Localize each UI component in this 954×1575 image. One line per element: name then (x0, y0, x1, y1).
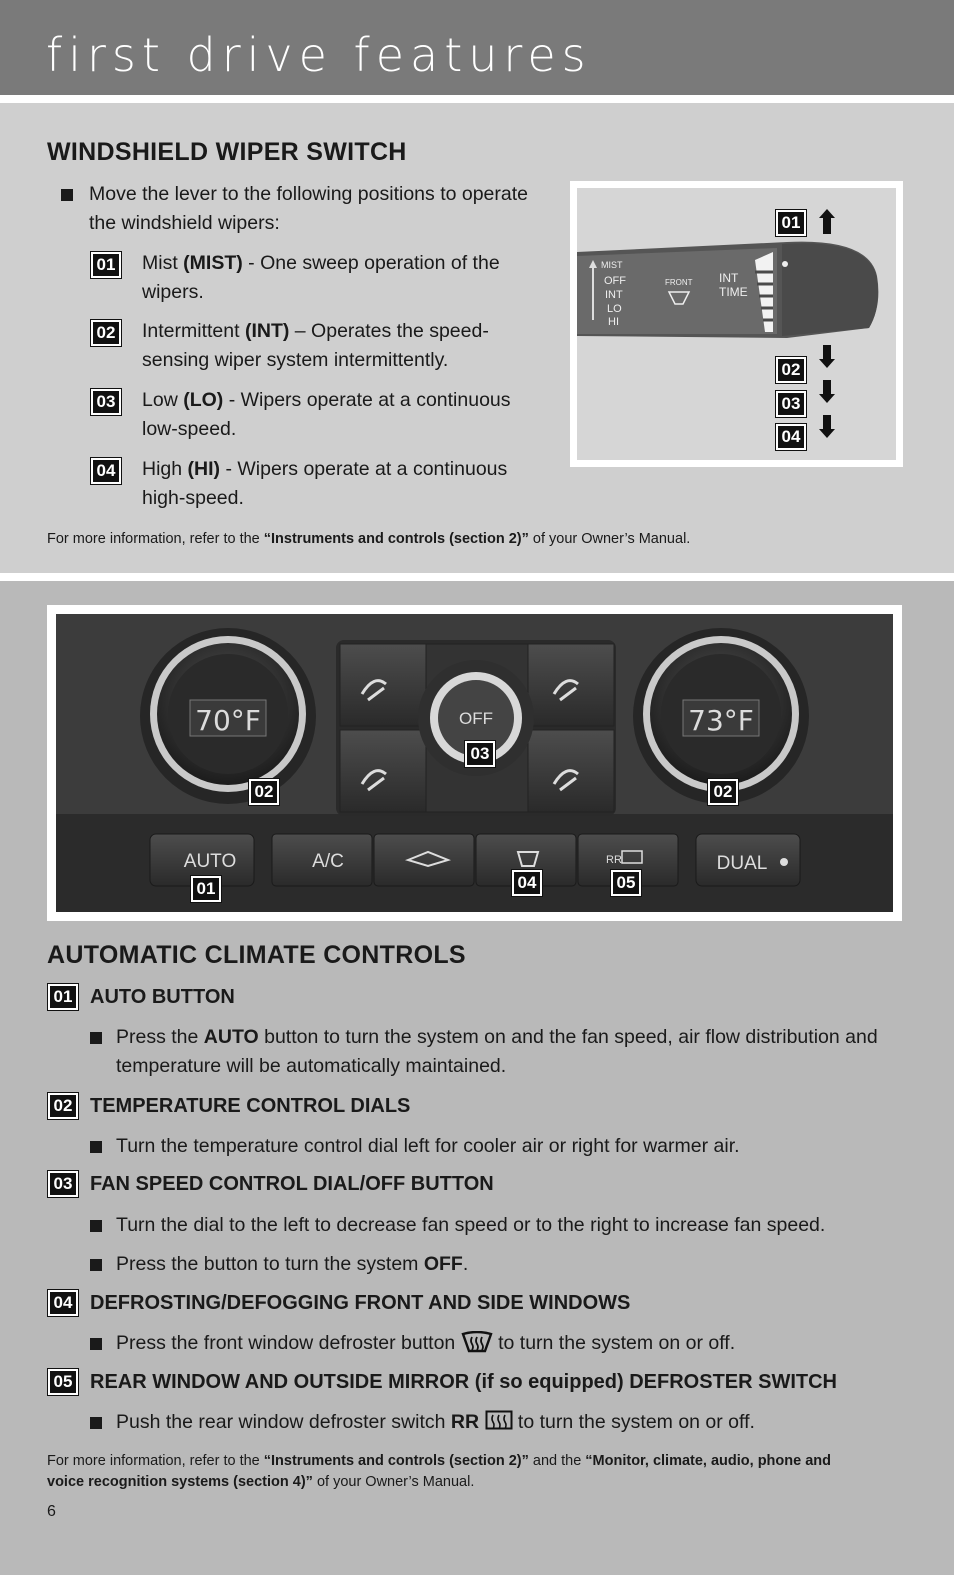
auto-button-text: Press the AUTO button to turn the system on and the fan speed, air flow distribution and (116, 1026, 878, 1048)
bullet-icon (90, 1417, 102, 1429)
auto-button-heading: AUTO BUTTON (90, 986, 235, 1008)
dual-button-label: DUAL (716, 853, 768, 874)
left-temp-display: 70°F (195, 704, 261, 737)
temperature-dials-text: Turn the temperature control dial left for cooler air or right for warmer air. (116, 1135, 740, 1157)
wiper-label-int2: INT (719, 271, 739, 285)
up-arrow-icon (819, 209, 835, 234)
down-arrow-icon (819, 345, 835, 368)
bullet-icon (90, 1032, 102, 1044)
rear-defroster-icon (485, 1410, 513, 1432)
item-number-badge: 03 (91, 389, 121, 415)
right-temp-display: 73°F (688, 704, 754, 737)
wiper-intro-line1: Move the lever to the following positions to operate (89, 183, 529, 205)
defrost-front-text: Press the front window defroster button to turn the system on or off. (116, 1332, 736, 1354)
callout-badge: 01 (191, 876, 221, 902)
climate-panel-image (47, 605, 902, 921)
wiper-lever-svg (577, 188, 896, 460)
climate-heading: AUTOMATIC CLIMATE CONTROLS (47, 941, 466, 969)
section-number-badge: 02 (48, 1093, 78, 1119)
wiper-item-lo-line2: low-speed. (142, 418, 237, 440)
item-number-badge: 02 (91, 320, 121, 346)
ac-button-label: A/C (312, 851, 344, 872)
wiper-label-front: FRONT (665, 278, 693, 287)
wiper-item-mist-line2: wipers. (142, 281, 204, 303)
wiper-label-int: INT (605, 289, 623, 301)
bullet-icon (90, 1338, 102, 1350)
section-number-badge: 03 (48, 1171, 78, 1197)
wiper-item-int-line2: sensing wiper system intermittently. (142, 349, 449, 371)
section-number-badge: 04 (48, 1290, 78, 1316)
callout-badge: 05 (611, 870, 641, 896)
wiper-item-lo: Low (LO) - Wipers operate at a continuous (142, 389, 511, 411)
wiper-reference-note: For more information, refer to the “Instruments and controls (section 2)” of your Owner’s Manual. (47, 531, 691, 547)
wiper-lever-illustration (577, 188, 896, 460)
callout-badge: 02 (776, 357, 806, 383)
section-number-badge: 01 (48, 984, 78, 1010)
wiper-item-int: Intermittent (INT) – Operates the speed- (142, 320, 489, 342)
wiper-intro-line2: the windshield wipers: (89, 212, 280, 234)
defrost-rear-heading: REAR WINDOW AND OUTSIDE MIRROR (if so equipped) DEFROSTER SWITCH (90, 1371, 838, 1393)
wiper-heading: WINDSHIELD WIPER SWITCH (47, 138, 407, 166)
wiper-label-off: OFF (604, 275, 626, 287)
callout-badge: 03 (465, 741, 495, 767)
defrost-rear-text: Push the rear window defroster switch RR to turn the system on or off. (116, 1411, 755, 1433)
wiper-label-hi: HI (608, 316, 619, 328)
climate-reference-note: For more information, refer to the “Instruments and controls (section 2)” and the “Monitor, climate, audio, phone and voice recognition systems (section 4)” of your Owner’s Manual. (47, 1453, 832, 1490)
wiper-item-hi: High (HI) - Wipers operate at a continuous (142, 458, 508, 480)
wiper-label-time: TIME (719, 285, 748, 299)
item-number-badge: 04 (91, 458, 121, 484)
bullet-icon (90, 1259, 102, 1271)
page-title: first drive features (46, 28, 592, 82)
fan-speed-text: Turn the dial to the left to decrease fan speed or to the right to increase fan speed. (116, 1214, 826, 1236)
callout-badge: 04 (512, 870, 542, 896)
off-button-text: Press the button to turn the system OFF. (116, 1253, 469, 1275)
callout-badge: 02 (708, 779, 738, 805)
bullet-icon (61, 189, 73, 201)
callout-badge: 04 (776, 424, 806, 450)
bullet-icon (90, 1141, 102, 1153)
fan-off-label: OFF (459, 709, 493, 728)
wiper-item-hi-line2: high-speed. (142, 487, 244, 509)
callout-badge: 02 (249, 779, 279, 805)
defrost-front-heading: DEFROSTING/DEFOGGING FRONT AND SIDE WINDOWS (90, 1292, 631, 1314)
wiper-lever-image (570, 181, 903, 467)
wiper-label-mist: MIST (601, 260, 623, 270)
header-band (0, 0, 954, 95)
front-defroster-icon (461, 1331, 493, 1353)
callout-badge: 03 (776, 391, 806, 417)
wiper-item-mist: Mist (MIST) - One sweep operation of the (142, 252, 500, 274)
fan-speed-heading: FAN SPEED CONTROL DIAL/OFF BUTTON (90, 1173, 494, 1195)
bullet-icon (90, 1220, 102, 1232)
down-arrow-icon (819, 380, 835, 403)
temperature-dials-heading: TEMPERATURE CONTROL DIALS (90, 1095, 411, 1117)
auto-button-label: AUTO (183, 851, 237, 872)
page-number: 6 (47, 1503, 56, 1520)
auto-button-text-line2: temperature will be automatically maintained. (116, 1055, 507, 1077)
wiper-label-lo: LO (607, 303, 622, 315)
rr-button-label: RR (606, 854, 622, 866)
section-number-badge: 05 (48, 1369, 78, 1395)
callout-badge: 01 (776, 210, 806, 236)
item-number-badge: 01 (91, 252, 121, 278)
down-arrow-icon (819, 415, 835, 438)
